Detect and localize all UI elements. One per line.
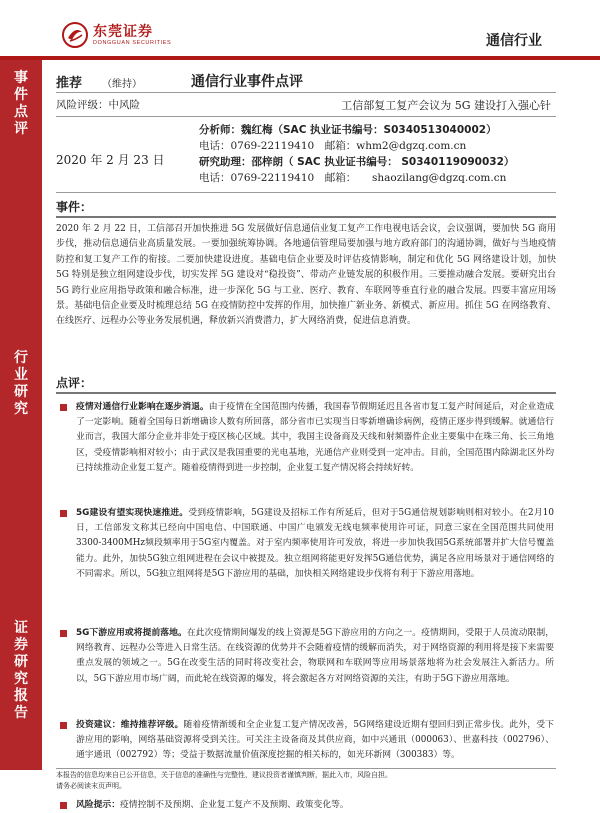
footer-divider — [56, 768, 556, 769]
report-subtitle: 工信部复工复产会议为 5G 建设打入强心针 — [341, 99, 551, 112]
comment-heading: 点评： — [56, 376, 93, 390]
rating-row — [56, 68, 556, 94]
event-text: 2020 年 2 月 22 日，工信部召开加快推进 5G 发展做好信息通信业复工复产工作电视电话会议，会议强调，要加快 5G 商用步伐，推动信息通信业高质量发展。一要加强统筹协调。各地通信管理局要加强与地方政府部门的沟通协调，做好与当地疫情防控和复工复产工作的衔接。二要加快建设进度。基础电信企业要及时评估疫情影响，制定和优化 5G 网络建设计划，加快 5G 特别是独立组网建设步伐，切实发挥 5G 建设对“稳投资”、带动产业链发展的积极作用。三要推动融合发展。要研究出台 5G 跨行业应用指导政策和融合标准，进一步深化 5G 与工业、医疗、教育、车联网等垂直行业的融合发展。四要丰富应用场景。基础电信企业要及时梳理总结 5G 在疫情防控中发挥的作用，加快推广新业务、新模式、新应用。抓住 5G 在网络教育、在线医疗、远程办公等业务发展机遇，释放新兴消费潜力，扩大网络消费，促进信息消费。 — [56, 224, 556, 327]
rating-sub: （维持） — [102, 79, 142, 90]
bullet-text: 受到疫情影响，5G建设及招标工作有所延后，但对于5G通信规划影响则相对较小。在2月10日，工信部发文称其已经向中国电信、中国联通、中国广电颁发无线电频率使用许可证，同意三家在全国范围共同使用3300-3400MHz频段频率用于5G室内覆盖。对于室内频率使用许可发放，将进一步加快我国5G系统部署并扩大信号覆盖能力。此外，加快5G独立组网进程在会议中被提及。独立组网将能更好发挥5G通信优势，满足各应用场景对于通信网络的不同需求。所以，5G独立组网将是5G下游应用的基础，加快相关网络建设步伐将有利于下游应用落地。 — [76, 508, 554, 579]
logo-emblem-icon — [62, 22, 88, 48]
bullet-lead: 5G建设有望实现快速推进。 — [76, 508, 189, 518]
list-item — [58, 506, 554, 582]
sidebar-label-industry-research — [0, 350, 42, 418]
sidebar-char: 研 — [14, 654, 28, 670]
company-logo — [62, 18, 182, 52]
sidebar-char: 告 — [14, 705, 28, 721]
sidebar-char: 业 — [14, 367, 28, 383]
sidebar-char: 事 — [14, 70, 28, 86]
rating-label: 推荐 — [56, 76, 83, 91]
title-divider — [56, 92, 556, 93]
bullet-text: 疫情控制不及预期、企业复工复产不及预期、政策变化等。 — [120, 800, 349, 810]
disclaimer-text: 本报告的信息均来自已公开信息，关于信息的准确性与完整性，建议投资者谨慎判断，据此入市，风险自担。 — [56, 771, 392, 779]
logo-chinese-name: 东莞证券 — [93, 23, 153, 40]
bullet-square-icon — [60, 630, 67, 637]
comment-heading-rule — [56, 392, 556, 394]
bullet-text: 由于疫情在全国范围内传播，我国春节假期延迟且各省市复工复产时间延后，对企业造成了一定影响。随着全国每日新增确诊人数有所回落，部分省市已实现当日零新增确诊病例，疫情正逐步得到缓解。就通信行业而言，我国大部分企业并非处于疫区核心区域。其中，我国主设备商及天线和射频器件企业主要集中在珠三角、长三角地区，受疫情影响相对较小；由于武汉是我国重要的光电基地，光通信产业则受到一定冲击。目前，全国范围内除湖北区外均已持续推动企业复工复产。随着疫情得到进一步控制，企业复工复产情况将会持续好转。 — [76, 402, 554, 473]
subtitle-divider — [56, 116, 556, 117]
sidebar-char: 点 — [14, 104, 28, 120]
sidebar-label-securities-report — [0, 620, 42, 722]
report-type-sidebar — [0, 60, 42, 770]
bullet-text: 随着疫情渐缓和全企业复工复产情况改善，5G网络建设近期有望回归到正常步伐。此外，受下游应用的影响，网络基础资源将受到关注。可关注主设备商及其供应商，如中兴通讯（000063）、世嘉科技（002796）、通宇通讯（002792）等；受益于数据流量价值深度挖掘的相关标的，如光环新网（300383）等。 — [76, 720, 554, 761]
event-heading: 事件： — [56, 200, 93, 214]
sidebar-char: 件 — [14, 87, 28, 103]
sidebar-char: 行 — [14, 350, 28, 366]
bullet-lead: 投资建议：维持推荐评级。 — [76, 720, 184, 730]
sidebar-char: 究 — [14, 401, 28, 417]
list-item — [58, 798, 554, 813]
bullet-square-icon — [60, 404, 67, 411]
analyst-contact: 电话：0769-22119410 邮箱：whm2@dgzq.com.cn — [199, 140, 467, 152]
sidebar-char: 证 — [14, 620, 28, 636]
sidebar-char: 评 — [14, 121, 28, 137]
sidebar-char: 券 — [14, 637, 28, 653]
bullet-square-icon — [60, 802, 67, 809]
bullet-text: 在此次疫情期间爆发的线上资源是5G下游应用的方向之一。疫情期间，受限于人员流动限制，网络教育、远程办公等进入日常生活。在线资源的优势并不会随着疫情的缓解而消失，对于网络资源的利用将是接下来需要重点发展的领域之一。5G在改变生活的同时将改变社会，物联网和车联网等应用场景落地将为社会发展注入新活力。所以，5G下游应用市场广阔，而此轮在线资源的爆发，将会激起各方对网络资源的关注，有助于5G下游应用落地。 — [76, 628, 554, 684]
logo-english-name: DONGGUAN SECURITIES — [93, 39, 172, 46]
list-item — [58, 718, 554, 764]
risk-rating: 风险评级：中风险 — [56, 99, 140, 111]
report-title: 通信行业事件点评 — [191, 74, 303, 90]
disclaimer-note: 请务必阅读末页声明。 — [56, 782, 126, 790]
sidebar-label-event-comment — [0, 70, 42, 138]
assistant-contact: 电话：0769-22119410 邮箱： shaozilang@dgzq.com.cn — [199, 172, 507, 184]
bullet-lead: 5G下游应用或将提前落地。 — [76, 628, 187, 638]
bullet-lead: 疫情对通信行业影响在逐步消退。 — [76, 402, 209, 412]
contacts-divider — [56, 192, 556, 193]
bullet-square-icon — [60, 510, 67, 517]
industry-tag: 通信行业 — [486, 33, 542, 49]
sidebar-char: 报 — [14, 688, 28, 704]
sidebar-char: 究 — [14, 671, 28, 687]
sidebar-char: 研 — [14, 384, 28, 400]
report-date: 2020 年 2 月 23 日 — [56, 153, 165, 167]
page-header — [0, 0, 600, 62]
bullet-square-icon — [60, 722, 67, 729]
disclaimer-footer — [56, 770, 556, 792]
list-item — [58, 626, 554, 687]
header-divider — [0, 56, 600, 60]
analyst-line: 分析师：魏红梅（SAC 执业证书编号：S0340513040002） — [199, 124, 497, 136]
event-heading-rule — [56, 216, 556, 218]
analyst-contacts — [199, 122, 559, 186]
assistant-line: 研究助理：邵梓朗（ SAC 执业证书编号： S0340119090032） — [199, 156, 515, 168]
list-item — [58, 400, 554, 476]
bullet-lead: 风险提示： — [76, 800, 120, 810]
